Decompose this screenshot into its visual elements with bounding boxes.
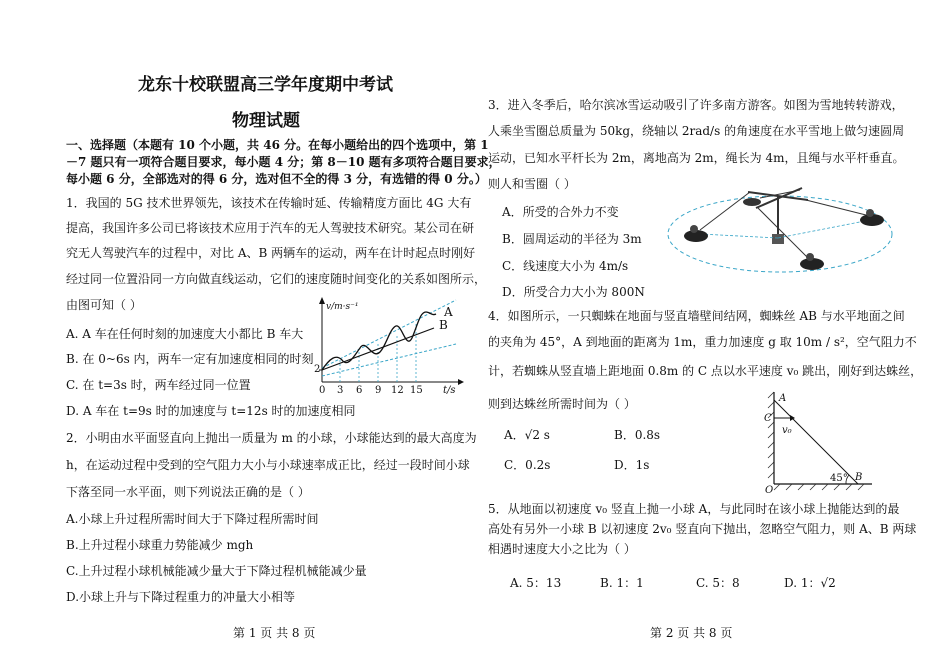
snow-ring-rider-3 bbox=[800, 253, 824, 270]
snow-ring-rider-4 bbox=[743, 198, 761, 206]
q3-option-c: C．线速度大小为 4m/s bbox=[502, 259, 629, 273]
section-heading-line-3: 每小题 6 分，全部选对的得 6 分，选对但不全的得 3 分，有选错的得 0 分。） bbox=[66, 172, 487, 186]
q1-line-b bbox=[322, 328, 434, 370]
q1-curve-a bbox=[322, 312, 436, 370]
q2-option-c: C.上升过程小球机械能减少量大于下降过程机械能减少量 bbox=[66, 564, 367, 578]
footer-page-1: 第 1 页 共 8 页 bbox=[233, 626, 316, 640]
section-heading-line-1: 一、选择题（本题有 10 个小题，共 46 分。在每小题给出的四个选项中，第 1 bbox=[66, 138, 489, 152]
q4-line-4: 则到达蛛丝所需时间为（ ） bbox=[488, 397, 636, 411]
q4-option-a: A．√2 s bbox=[504, 428, 550, 442]
q4-velocity-v0: v₀ bbox=[782, 425, 792, 436]
q1-graph-xtick-0: 0 bbox=[319, 385, 326, 396]
q4-point-b: B bbox=[855, 472, 863, 483]
q3-line-3: 运动，已知水平杆长为 2m，离地高为 2m，绳长为 4m，且绳与水平杆垂直。 bbox=[488, 151, 905, 165]
q4-angle-label: 45° bbox=[830, 473, 848, 484]
q4-point-o: O bbox=[765, 485, 774, 496]
q3-option-a: A．所受的合外力不变 bbox=[502, 205, 619, 219]
q1-graph-label-a: A bbox=[444, 305, 453, 319]
q2-option-d: D.小球上升与下降过程重力的冲量大小相等 bbox=[66, 590, 296, 604]
q4-option-c: C．0.2s bbox=[504, 458, 551, 472]
q1-graph-ylabel: v/m·s⁻¹ bbox=[326, 302, 359, 312]
q4-line-2: 的夹角为 45°，A 到地面的距离为 1m，重力加速度 g 取 10m / s²，空气阻力不 bbox=[488, 335, 917, 349]
section-heading-line-2: －7 题只有一项符合题目要求，每小题 4 分；第 8－10 题有多项符合题目要求， bbox=[66, 155, 501, 169]
q4-option-b: B．0.8s bbox=[614, 428, 661, 442]
q2-option-a: A.小球上升过程所需时间大于下降过程所需时间 bbox=[66, 512, 319, 526]
q1-graph-xtick-15: 15 bbox=[410, 385, 423, 396]
snow-ring-rider-2 bbox=[860, 209, 884, 226]
q1-graph-xtick-9: 9 bbox=[375, 385, 382, 396]
q5-option-c: C. 5：8 bbox=[696, 576, 740, 590]
q1-option-d: D. A 车在 t=9s 时的加速度与 t=12s 时的加速度相同 bbox=[66, 404, 356, 418]
q2-line-1: 2．小明由水平面竖直向上抛出一质量为 m 的小球，小球能达到的最大高度为 bbox=[66, 431, 477, 445]
q5-option-b: B. 1：1 bbox=[600, 576, 644, 590]
q3-line-4: 则人和雪圈（ ） bbox=[488, 177, 576, 191]
q5-line-2: 高处有另外一小球 B 以初速度 2v₀ 竖直向下抛出，忽略空气阻力，则 A、B 两球 bbox=[488, 522, 917, 536]
q2-line-2: h，在运动过程中受到的空气阻力大小与小球速率成正比，经过一段时间小球 bbox=[66, 458, 470, 472]
q1-graph-label-b: B bbox=[439, 318, 448, 332]
q1-line-5: 由图可知（ ） bbox=[66, 298, 142, 312]
q1-line-2: 提高，我国许多公司已将该技术应用于汽车的无人驾驶技术研究。某公司在研 bbox=[66, 221, 475, 235]
q5-line-1: 5．从地面以初速度 v₀ 竖直上抛一小球 A，与此同时在该小球上抛能达到的最 bbox=[488, 502, 900, 516]
q4-line-1: 4．如图所示，一只蜘蛛在地面与竖直墙壁间结网，蜘蛛丝 AB 与水平地面之间 bbox=[488, 309, 905, 323]
exam-title: 龙东十校联盟高三学年度期中考试 bbox=[138, 75, 393, 95]
q4-line-3: 计，若蜘蛛从竖直墙上距地面 0.8m 的 C 点以水平速度 v₀ 跳出，刚好到达蛛丝， bbox=[488, 364, 923, 378]
q1-graph-ytick: 2 bbox=[314, 364, 321, 375]
q1-line-1: 1．我国的 5G 技术世界领先，该技术在传输时延、传输精度方面比 4G 大有 bbox=[66, 196, 472, 210]
q1-graph-xtick-3: 3 bbox=[337, 385, 344, 396]
q1-graph-xlabel: t/s bbox=[443, 385, 456, 396]
q1-line-4: 经过同一位置沿同一方向做直线运动，它们的速度随时间变化的关系如图所示， bbox=[66, 272, 487, 286]
q1-option-a: A. A 车在任何时刻的加速度大小都比 B 车大 bbox=[66, 327, 304, 341]
q1-line-3: 究无人驾驶汽车的过程中，对比 A、B 两辆车的运动，两车在计时起点时刚好 bbox=[66, 246, 476, 260]
q4-option-d: D．1s bbox=[614, 458, 650, 472]
q3-line-2: 人乘坐雪圈总质量为 50kg，绕轴以 2rad/s 的角速度在水平雪地上做匀速圆周 bbox=[488, 124, 905, 138]
q1-graph-xtick-12: 12 bbox=[391, 385, 404, 396]
q4-point-a: A bbox=[779, 393, 787, 404]
snow-ring-rider-1 bbox=[684, 225, 708, 242]
q2-line-3: 下落至同一水平面，则下列说法正确的是（ ） bbox=[66, 485, 310, 499]
q3-snow-carousel-figure bbox=[660, 186, 896, 282]
q1-option-c: C. 在 t=3s 时，两车经过同一位置 bbox=[66, 378, 251, 392]
q3-option-d: D．所受合力大小为 800N bbox=[502, 285, 645, 299]
q1-option-b: B. 在 0~6s 内，两车一定有加速度相同的时刻 bbox=[66, 352, 314, 366]
q4-point-c: C bbox=[764, 413, 772, 424]
q3-line-1: 3．进入冬季后，哈尔滨冰雪运动吸引了许多南方游客。如图为雪地转转游戏， bbox=[488, 98, 904, 112]
q3-option-b: B．圆周运动的半径为 3m bbox=[502, 232, 642, 246]
q1-graph-xtick-6: 6 bbox=[356, 385, 363, 396]
q2-option-b: B.上升过程小球重力势能减少 mgh bbox=[66, 538, 254, 552]
q5-line-3: 相遇时速度大小之比为（ ） bbox=[488, 542, 636, 556]
q5-option-d: D. 1：√2 bbox=[784, 576, 836, 590]
q5-option-a: A. 5：13 bbox=[510, 576, 562, 590]
footer-page-2: 第 2 页 共 8 页 bbox=[650, 626, 733, 640]
subject-title: 物理试题 bbox=[232, 111, 300, 131]
